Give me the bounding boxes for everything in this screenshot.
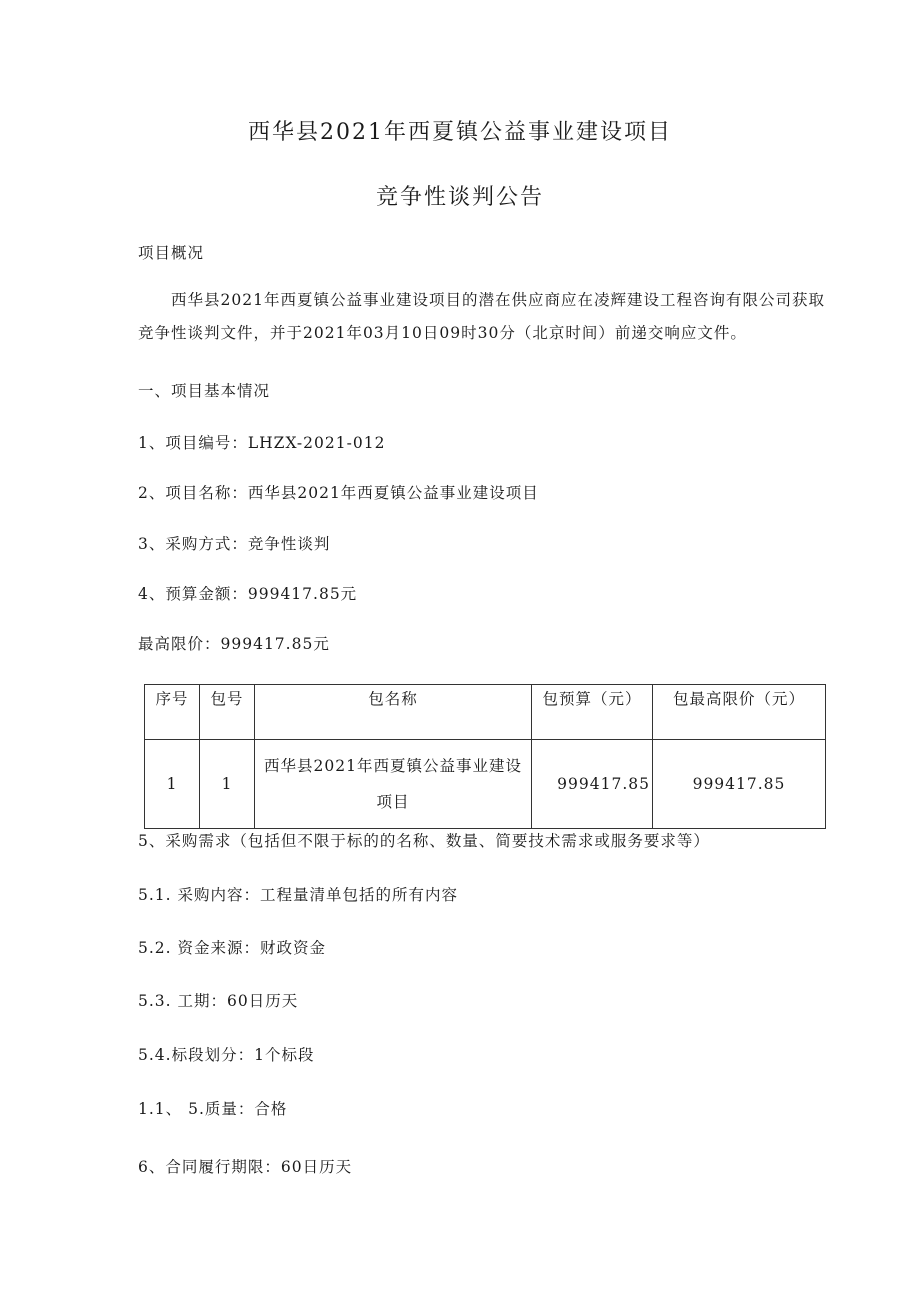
table-header-row xyxy=(145,685,826,740)
cell-pkg-name: 西华县2021年西夏镇公益事业建设项目 xyxy=(255,740,532,829)
header-budget: 包预算（元） xyxy=(532,685,653,740)
funding-source: 5.2. 资金来源：财政资金 xyxy=(138,939,327,957)
procurement-requirements: 5、采购需求（包括但不限于标的的名称、数量、简要技术需求或服务要求等） xyxy=(138,832,710,850)
contract-period: 6、合同履行期限：60日历天 xyxy=(138,1158,353,1176)
max-price: 最高限价：999417.85元 xyxy=(138,635,330,653)
header-pkg-no: 包号 xyxy=(200,685,255,740)
cell-budget: 999417.85 xyxy=(532,740,653,829)
lot-division: 5.4.标段划分：1个标段 xyxy=(138,1046,315,1064)
quality-requirement: 1.1、 5.质量：合格 xyxy=(138,1100,288,1118)
document-subtitle: 竞争性谈判公告 xyxy=(375,185,544,210)
header-seq: 序号 xyxy=(145,685,200,740)
construction-period: 5.3. 工期：60日历天 xyxy=(138,992,299,1010)
header-max-price: 包最高限价（元） xyxy=(653,685,826,740)
package-table xyxy=(144,684,826,829)
procurement-content: 5.1. 采购内容：工程量清单包括的所有内容 xyxy=(138,886,459,904)
cell-max-price: 999417.85 xyxy=(653,740,826,829)
budget-amount: 4、预算金额：999417.85元 xyxy=(138,585,358,603)
header-pkg-name: 包名称 xyxy=(255,685,532,740)
document-title: 西华县2021年西夏镇公益事业建设项目 xyxy=(248,120,672,145)
project-name: 2、项目名称：西华县2021年西夏镇公益事业建设项目 xyxy=(138,484,539,502)
cell-pkg-no: 1 xyxy=(200,740,255,829)
section-heading-basic-info: 一、项目基本情况 xyxy=(138,382,271,400)
overview-heading: 项目概况 xyxy=(138,244,205,262)
table-row xyxy=(145,740,826,829)
procurement-method: 3、采购方式：竞争性谈判 xyxy=(138,535,331,553)
overview-paragraph: 西华县2021年西夏镇公益事业建设项目的潜在供应商应在凌辉建设工程咨询有限公司获取竞争性谈判文件，并于2021年03月10日09时30分（北京时间）前递交响应文件。 xyxy=(138,291,825,342)
project-number: 1、项目编号：LHZX-2021-012 xyxy=(138,434,386,452)
cell-seq: 1 xyxy=(145,740,200,829)
